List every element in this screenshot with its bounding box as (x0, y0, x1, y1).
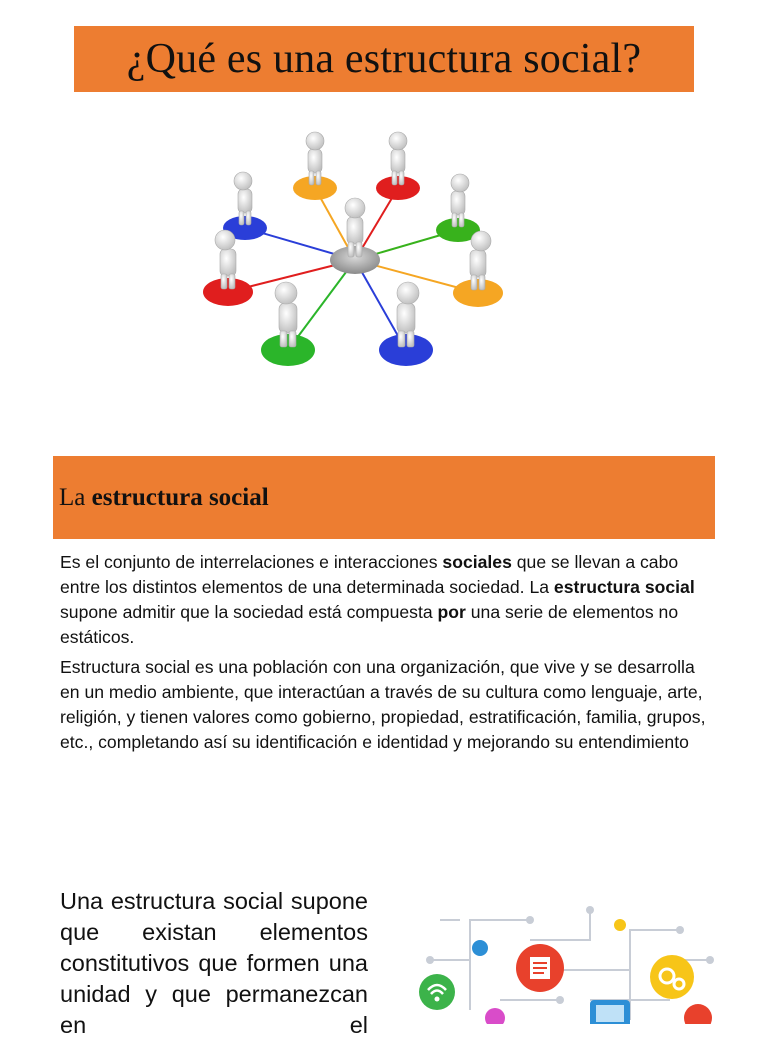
technology-network-illustration (410, 900, 720, 1024)
definition-paragraph: Es el conjunto de interrelaciones e interacciones sociales que se llevan a cabo entre los distintos elementos de una determinada sociedad. La estructura social supone admitir que la sociedad está compuesta por una serie de elementos no estáticos. (60, 552, 695, 647)
section-heading: La estructura social (59, 483, 269, 511)
node-disc (376, 176, 420, 200)
wifi-icon (419, 974, 455, 1010)
hub-disc (330, 246, 380, 274)
node-disc (261, 334, 315, 366)
lock-icon (684, 1004, 712, 1024)
title-banner (74, 26, 694, 92)
page-title: ¿Qué es una estructura social? (126, 36, 642, 82)
section-banner (53, 456, 715, 539)
node-disc (379, 334, 433, 366)
node-disc (453, 279, 503, 307)
large-text-paragraph: Una estructura social supone que existan elementos constitutivos que formen una unidad y que permanezcan en el (60, 888, 368, 1038)
node-disc (293, 176, 337, 200)
play-icon (472, 940, 488, 956)
description-paragraph: Estructura social es una población con una organización, que vive y se desarrolla en un medio ambiente, que interactúan a través de su cultura como lenguaje, arte, religión, y tienen valores como gobierno, propiedad, estratificación, familia, grupos, etc., completando así su identificación e identidad y mejorando su entendimiento (60, 657, 706, 752)
social-network-illustration (190, 125, 530, 390)
gear-icon (650, 955, 694, 999)
node-disc (203, 278, 253, 306)
